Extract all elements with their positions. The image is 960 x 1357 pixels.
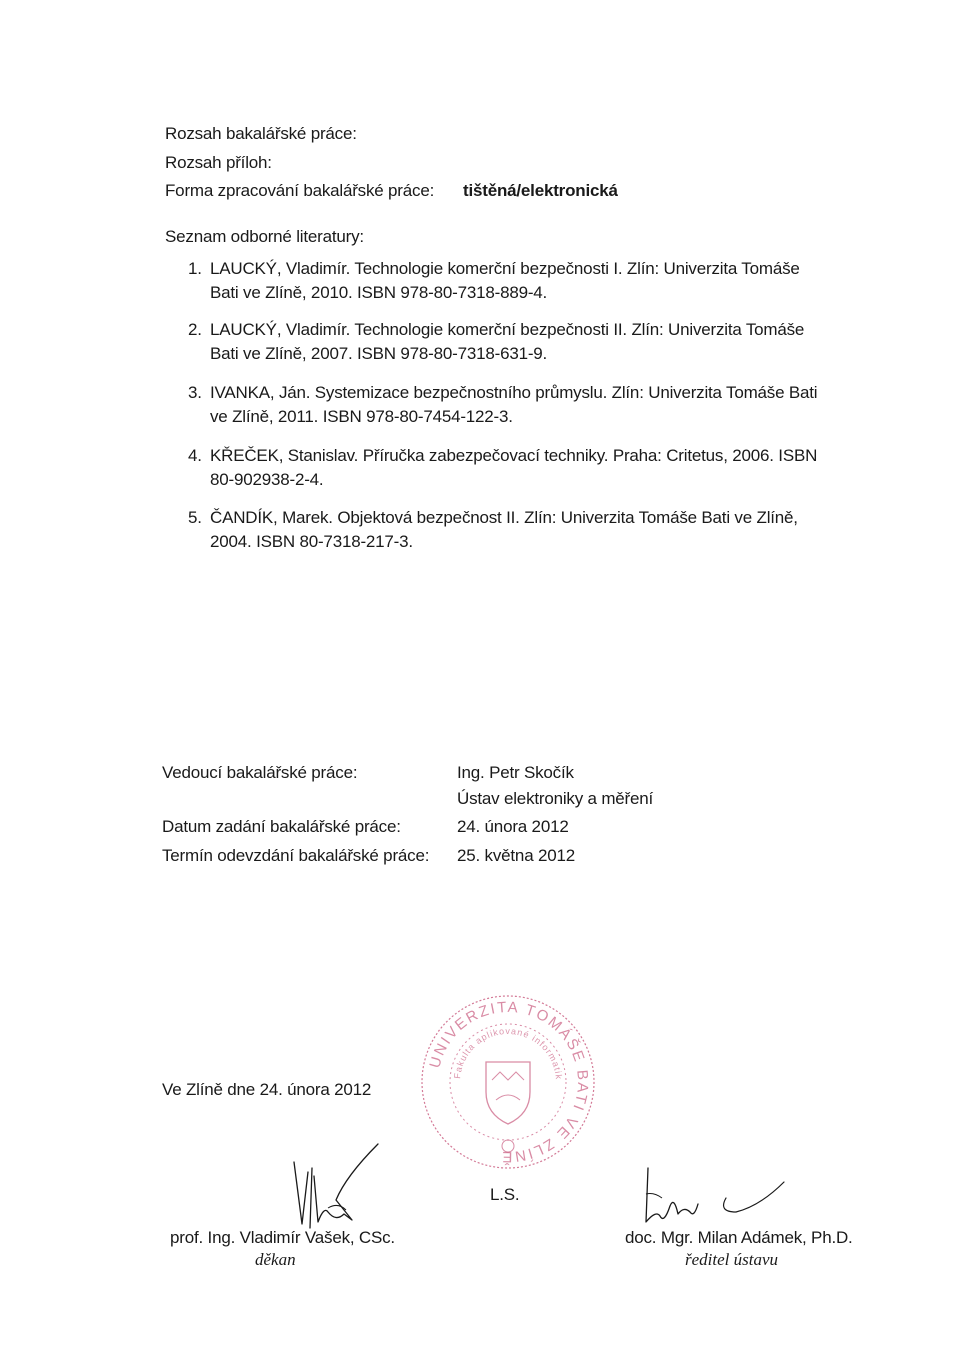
form-value: tištěná/elektronická [463,181,618,200]
supervisor-department: Ústav elektroniky a měření [457,789,654,808]
literature-item-1 [188,257,800,305]
dean-signature [288,1142,398,1232]
literature-line: ve Zlíně, 2011. ISBN 978-80-7454-122-3. [210,407,513,426]
literature-line: LAUCKÝ, Vladimír. Technologie komerční bezpečnosti II. Zlín: Univerzita Tomáše [210,320,805,339]
literature-line: LAUCKÝ, Vladimír. Technologie komerční bezpečnosti I. Zlín: Univerzita Tomáše [210,259,800,278]
director-title: ředitel ústavu [685,1250,779,1269]
literature-number: 1. [188,259,202,278]
literature-line: 80-902938-2-4. [210,470,324,489]
supervisor-label: Vedoucí bakalářské práce: [162,763,358,782]
literature-number: 3. [188,383,202,402]
deadline-value: 25. května 2012 [457,846,575,865]
literature-item-4 [188,444,818,492]
form-label: Forma zpracování bakalářské práce: [165,181,435,200]
date-assigned-value: 24. února 2012 [457,817,569,836]
literature-line: IVANKA, Ján. Systemizace bezpečnostního průmyslu. Zlín: Univerzita Tomáše Bati [210,383,818,402]
date-assigned-label: Datum zadání bakalářské práce: [162,817,401,836]
stamp-emblem-icon [486,1062,530,1152]
literature-line: KŘEČEK, Stanislav. Příručka zabezpečovací techniky. Praha: Critetus, 2006. ISBN [210,446,818,465]
thesis-scope-label: Rozsah bakalářské práce: [165,124,357,143]
literature-item-3 [188,381,818,429]
attachments-scope-label: Rozsah příloh: [165,153,272,172]
literature-item-5 [188,506,798,554]
ls-mark: L.S. [490,1185,520,1204]
literature-item-2 [188,318,805,366]
director-name: doc. Mgr. Milan Adámek, Ph.D. [625,1228,853,1247]
literature-number: 2. [188,320,202,339]
literature-line: Bati ve Zlíně, 2010. ISBN 978-80-7318-889-4. [210,283,548,302]
literature-number: 5. [188,508,202,527]
literature-number: 4. [188,446,202,465]
place-and-date: Ve Zlíně dne 24. února 2012 [162,1080,372,1099]
deadline-label: Termín odevzdání bakalářské práce: [162,846,430,865]
director-signature [640,1162,790,1232]
official-stamp [415,984,598,1172]
literature-line: 2004. ISBN 80-7318-217-3. [210,532,413,551]
literature-label: Seznam odborné literatury: [165,227,364,246]
stamp-ring-text: UNIVERZITA TOMÁŠE BATI VE ZLÍNĚ [426,998,592,1166]
dean-title: děkan [255,1250,296,1269]
stamp-inner-text: Fakulta aplikované informatiky [415,984,565,1081]
supervisor-name: Ing. Petr Skočík [457,763,574,782]
literature-line: Bati ve Zlíně, 2007. ISBN 978-80-7318-631-9. [210,344,548,363]
dean-name: prof. Ing. Vladimír Vašek, CSc. [170,1228,395,1247]
literature-line: ČANDÍK, Marek. Objektová bezpečnost II. Zlín: Univerzita Tomáše Bati ve Zlíně, [210,508,798,527]
